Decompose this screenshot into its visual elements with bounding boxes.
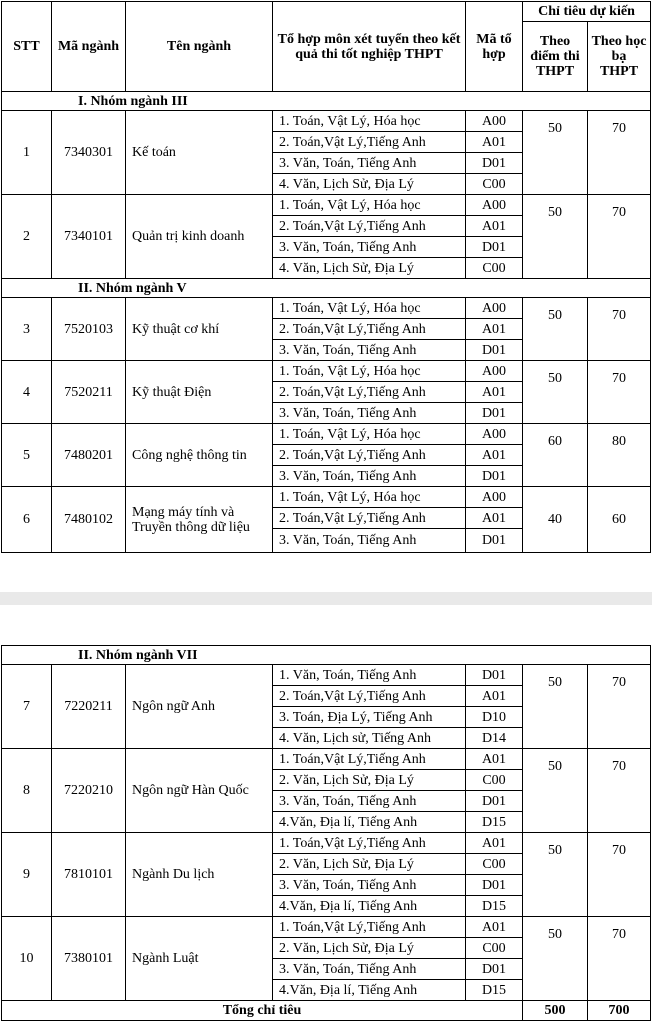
stt-cell: 9 — [2, 833, 52, 917]
combo-code-cell: A01 — [466, 508, 523, 529]
quota-theo-hoc-ba-cell: 70 — [588, 749, 651, 833]
total-theo-diem: 500 — [523, 1001, 588, 1021]
combo-code-cell: A00 — [466, 195, 523, 216]
combo-subjects-cell: 2. Toán,Vật Lý,Tiếng Anh — [273, 508, 466, 529]
combo-subjects-cell: 1. Toán, Vật Lý, Hóa học — [273, 361, 466, 382]
combo-code-cell: D01 — [466, 959, 523, 980]
combo-subjects-cell: 2. Văn, Lịch Sử, Địa Lý — [273, 938, 466, 959]
table-row — [2, 195, 651, 216]
major-code-cell: 7520211 — [52, 361, 126, 424]
stt-cell: 7 — [2, 665, 52, 749]
table-row — [2, 749, 651, 770]
combo-code-cell: D14 — [466, 728, 523, 749]
quota-theo-diem-cell: 50 — [523, 361, 588, 424]
combo-subjects-cell: 1. Toán,Vật Lý,Tiếng Anh — [273, 917, 466, 938]
total-row — [2, 1001, 651, 1021]
stt-cell: 8 — [2, 749, 52, 833]
combo-subjects-cell: 4.Văn, Địa lí, Tiếng Anh — [273, 896, 466, 917]
major-name-cell: Quản trị kinh doanh — [126, 195, 273, 279]
combo-code-cell: D01 — [466, 875, 523, 896]
combo-code-cell: A01 — [466, 445, 523, 466]
combo-subjects-cell: 2. Toán,Vật Lý,Tiếng Anh — [273, 216, 466, 237]
combo-subjects-cell: 2. Văn, Lịch Sử, Địa Lý — [273, 854, 466, 875]
total-theo-hoc-ba: 700 — [588, 1001, 651, 1021]
combo-code-cell: D01 — [466, 466, 523, 487]
header-to-hop: Tổ hợp môn xét tuyển theo kết quả thi tốt nghiệp THPT — [273, 2, 466, 92]
combo-subjects-cell: 1. Toán, Vật Lý, Hóa học — [273, 298, 466, 319]
major-name-cell: Ngành Du lịch — [126, 833, 273, 917]
quota-theo-hoc-ba-cell: 60 — [588, 487, 651, 553]
major-name-cell: Ngôn ngữ Anh — [126, 665, 273, 749]
quota-theo-diem-cell: 50 — [523, 833, 588, 917]
combo-subjects-cell: 2. Toán,Vật Lý,Tiếng Anh — [273, 132, 466, 153]
major-name-cell: Kế toán — [126, 111, 273, 195]
combo-subjects-cell: 3. Văn, Toán, Tiếng Anh — [273, 153, 466, 174]
major-code-cell: 7340101 — [52, 195, 126, 279]
header-ma-nganh: Mã ngành — [52, 2, 126, 92]
major-name-cell: Kỹ thuật cơ khí — [126, 298, 273, 361]
header-theo-diem: Theo điểm thi THPT — [523, 22, 588, 92]
table-row — [2, 917, 651, 938]
combo-subjects-cell: 3. Văn, Toán, Tiếng Anh — [273, 875, 466, 896]
admission-table-part-1 — [1, 1, 651, 553]
quota-theo-diem-cell: 50 — [523, 111, 588, 195]
quota-theo-hoc-ba-cell: 80 — [588, 424, 651, 487]
combo-subjects-cell: 3. Văn, Toán, Tiếng Anh — [273, 529, 466, 553]
major-code-cell: 7220211 — [52, 665, 126, 749]
combo-code-cell: A01 — [466, 749, 523, 770]
combo-subjects-cell: 4.Văn, Địa lí, Tiếng Anh — [273, 812, 466, 833]
combo-code-cell: A01 — [466, 833, 523, 854]
combo-code-cell: C00 — [466, 258, 523, 279]
header-chi-tieu: Chỉ tiêu dự kiến — [523, 2, 651, 22]
combo-subjects-cell: 1. Toán, Vật Lý, Hóa học — [273, 487, 466, 508]
table-row — [2, 111, 651, 132]
group-heading: II. Nhóm ngành VII — [2, 646, 651, 665]
table-row — [2, 298, 651, 319]
combo-code-cell: D01 — [466, 153, 523, 174]
stt-cell: 5 — [2, 424, 52, 487]
combo-code-cell: A01 — [466, 132, 523, 153]
table-row — [2, 665, 651, 686]
header-theo-hoc-ba: Theo học bạ THPT — [588, 22, 651, 92]
combo-code-cell: A01 — [466, 686, 523, 707]
combo-subjects-cell: 2. Toán,Vật Lý,Tiếng Anh — [273, 445, 466, 466]
major-code-cell: 7380101 — [52, 917, 126, 1001]
major-name-cell: Ngôn ngữ Hàn Quốc — [126, 749, 273, 833]
combo-subjects-cell: 3. Văn, Toán, Tiếng Anh — [273, 791, 466, 812]
total-label: Tổng chỉ tiêu — [2, 1001, 523, 1021]
combo-subjects-cell: 1. Văn, Toán, Tiếng Anh — [273, 665, 466, 686]
quota-theo-diem-cell: 60 — [523, 424, 588, 487]
major-name-cell: Kỹ thuật Điện — [126, 361, 273, 424]
quota-theo-diem-cell: 50 — [523, 665, 588, 749]
combo-code-cell: D01 — [466, 529, 523, 553]
combo-code-cell: C00 — [466, 174, 523, 195]
page-break — [0, 561, 652, 640]
combo-subjects-cell: 4. Văn, Lịch Sử, Địa Lý — [273, 174, 466, 195]
combo-code-cell: A00 — [466, 298, 523, 319]
quota-theo-diem-cell: 50 — [523, 917, 588, 1001]
combo-code-cell: D15 — [466, 980, 523, 1001]
combo-code-cell: D01 — [466, 340, 523, 361]
quota-theo-hoc-ba-cell: 70 — [588, 361, 651, 424]
stt-cell: 10 — [2, 917, 52, 1001]
stt-cell: 2 — [2, 195, 52, 279]
major-code-cell: 7340301 — [52, 111, 126, 195]
combo-code-cell: A00 — [466, 361, 523, 382]
header-ma-to-hop: Mã tổ hợp — [466, 2, 523, 92]
major-name-cell: Ngành Luật — [126, 917, 273, 1001]
quota-theo-diem-cell: 50 — [523, 298, 588, 361]
combo-subjects-cell: 2. Toán,Vật Lý,Tiếng Anh — [273, 686, 466, 707]
quota-theo-diem-cell: 50 — [523, 749, 588, 833]
group-heading: II. Nhóm ngành V — [2, 279, 651, 298]
quota-theo-hoc-ba-cell: 70 — [588, 833, 651, 917]
major-code-cell: 7810101 — [52, 833, 126, 917]
quota-theo-hoc-ba-cell: 70 — [588, 195, 651, 279]
combo-code-cell: D01 — [466, 403, 523, 424]
combo-subjects-cell: 4. Văn, Lịch Sử, Địa Lý — [273, 258, 466, 279]
combo-code-cell: A00 — [466, 111, 523, 132]
combo-code-cell: D15 — [466, 812, 523, 833]
combo-subjects-cell: 3. Văn, Toán, Tiếng Anh — [273, 403, 466, 424]
combo-subjects-cell: 1. Toán,Vật Lý,Tiếng Anh — [273, 749, 466, 770]
combo-code-cell: A01 — [466, 917, 523, 938]
combo-code-cell: C00 — [466, 770, 523, 791]
stt-cell: 3 — [2, 298, 52, 361]
stt-cell: 6 — [2, 487, 52, 553]
table-row — [2, 424, 651, 445]
combo-subjects-cell: 2. Toán,Vật Lý,Tiếng Anh — [273, 382, 466, 403]
combo-subjects-cell: 4. Văn, Lịch sử, Tiếng Anh — [273, 728, 466, 749]
quota-theo-hoc-ba-cell: 70 — [588, 111, 651, 195]
combo-subjects-cell: 3. Văn, Toán, Tiếng Anh — [273, 466, 466, 487]
major-code-cell: 7220210 — [52, 749, 126, 833]
combo-subjects-cell: 3. Văn, Toán, Tiếng Anh — [273, 959, 466, 980]
combo-code-cell: C00 — [466, 854, 523, 875]
header-ten-nganh: Tên ngành — [126, 2, 273, 92]
table-row — [2, 833, 651, 854]
admission-table-part-2 — [1, 645, 651, 1021]
combo-subjects-cell: 1. Toán, Vật Lý, Hóa học — [273, 111, 466, 132]
combo-code-cell: A00 — [466, 487, 523, 508]
combo-code-cell: D01 — [466, 665, 523, 686]
table-row — [2, 487, 651, 508]
quota-theo-hoc-ba-cell: 70 — [588, 917, 651, 1001]
major-code-cell: 7480102 — [52, 487, 126, 553]
stt-cell: 1 — [2, 111, 52, 195]
combo-code-cell: D01 — [466, 791, 523, 812]
major-name-cell: Công nghệ thông tin — [126, 424, 273, 487]
combo-subjects-cell: 2. Toán,Vật Lý,Tiếng Anh — [273, 319, 466, 340]
combo-code-cell: C00 — [466, 938, 523, 959]
combo-subjects-cell: 1. Toán, Vật Lý, Hóa học — [273, 424, 466, 445]
combo-subjects-cell: 2. Văn, Lịch Sử, Địa Lý — [273, 770, 466, 791]
quota-theo-hoc-ba-cell: 70 — [588, 298, 651, 361]
combo-subjects-cell: 1. Toán, Vật Lý, Hóa học — [273, 195, 466, 216]
combo-code-cell: A00 — [466, 424, 523, 445]
combo-subjects-cell: 3. Văn, Toán, Tiếng Anh — [273, 340, 466, 361]
stt-cell: 4 — [2, 361, 52, 424]
quota-theo-diem-cell: 40 — [523, 487, 588, 553]
combo-code-cell: A01 — [466, 319, 523, 340]
group-heading: I. Nhóm ngành III — [2, 92, 651, 111]
header-stt: STT — [2, 2, 52, 92]
combo-subjects-cell: 3. Văn, Toán, Tiếng Anh — [273, 237, 466, 258]
combo-code-cell: A01 — [466, 216, 523, 237]
table-row — [2, 361, 651, 382]
combo-code-cell: A01 — [466, 382, 523, 403]
combo-subjects-cell: 3. Toán, Địa Lý, Tiếng Anh — [273, 707, 466, 728]
major-name-cell: Mạng máy tính và Truyền thông dữ liệu — [126, 487, 273, 553]
quota-theo-diem-cell: 50 — [523, 195, 588, 279]
major-code-cell: 7520103 — [52, 298, 126, 361]
combo-code-cell: D10 — [466, 707, 523, 728]
major-code-cell: 7480201 — [52, 424, 126, 487]
combo-subjects-cell: 1. Toán,Vật Lý,Tiếng Anh — [273, 833, 466, 854]
combo-subjects-cell: 4.Văn, Địa lí, Tiếng Anh — [273, 980, 466, 1001]
combo-code-cell: D15 — [466, 896, 523, 917]
combo-code-cell: D01 — [466, 237, 523, 258]
quota-theo-hoc-ba-cell: 70 — [588, 665, 651, 749]
